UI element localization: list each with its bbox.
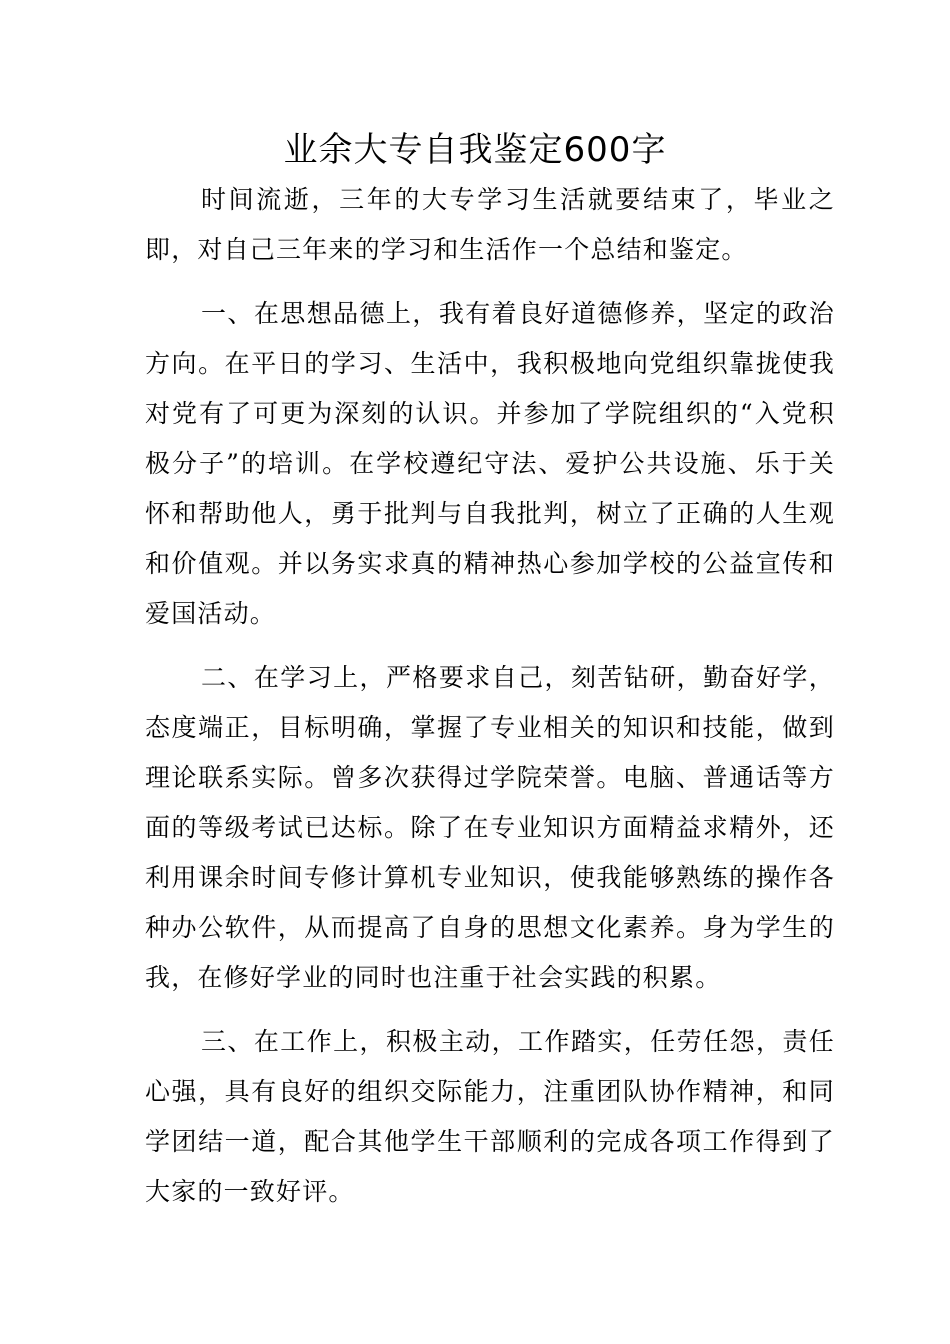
paragraph-study: 二、在学习上，严格要求自己，刻苦钻研，勤奋好学，态度端正，目标明确，掌握了专业相关的知识和技能，做到理论联系实际。曾多次获得过学院荣誉。电脑、普通话等方面的等级考试已达标。除了在专业知识方面精益求精外，还利用课余时间专修计算机专业知识，使我能够熟练的操作各种办公软件，从而提高了自身的思想文化素养。身为学生的我，在修好学业的同时也注重于社会实践的积累。	[145, 663, 835, 992]
document-body	[145, 175, 835, 1217]
paragraph-intro: 时间流逝，三年的大专学习生活就要结束了，毕业之即，对自己三年来的学习和生活作一个总结和鉴定。	[145, 185, 835, 264]
document-title: 业余大专自我鉴定600字	[283, 130, 667, 170]
paragraph-ideology: 一、在思想品德上，我有着良好道德修养，坚定的政治方向。在平日的学习、生活中，我积极地向党组织靠拢使我对党有了可更为深刻的认识。并参加了学院组织的“入党积极分子”的培训。在学校遵纪守法、爱护公共设施、乐于关怀和帮助他人，勇于批判与自我批判，树立了正确的人生观和价值观。并以务实求真的精神热心参加学校的公益宣传和爱国活动。	[145, 299, 835, 628]
paragraph-work: 三、在工作上，积极主动，工作踏实，任劳任怨，责任心强，具有良好的组织交际能力，注重团队协作精神，和同学团结一道，配合其他学生干部顺利的完成各项工作得到了大家的一致好评。	[145, 1027, 835, 1206]
